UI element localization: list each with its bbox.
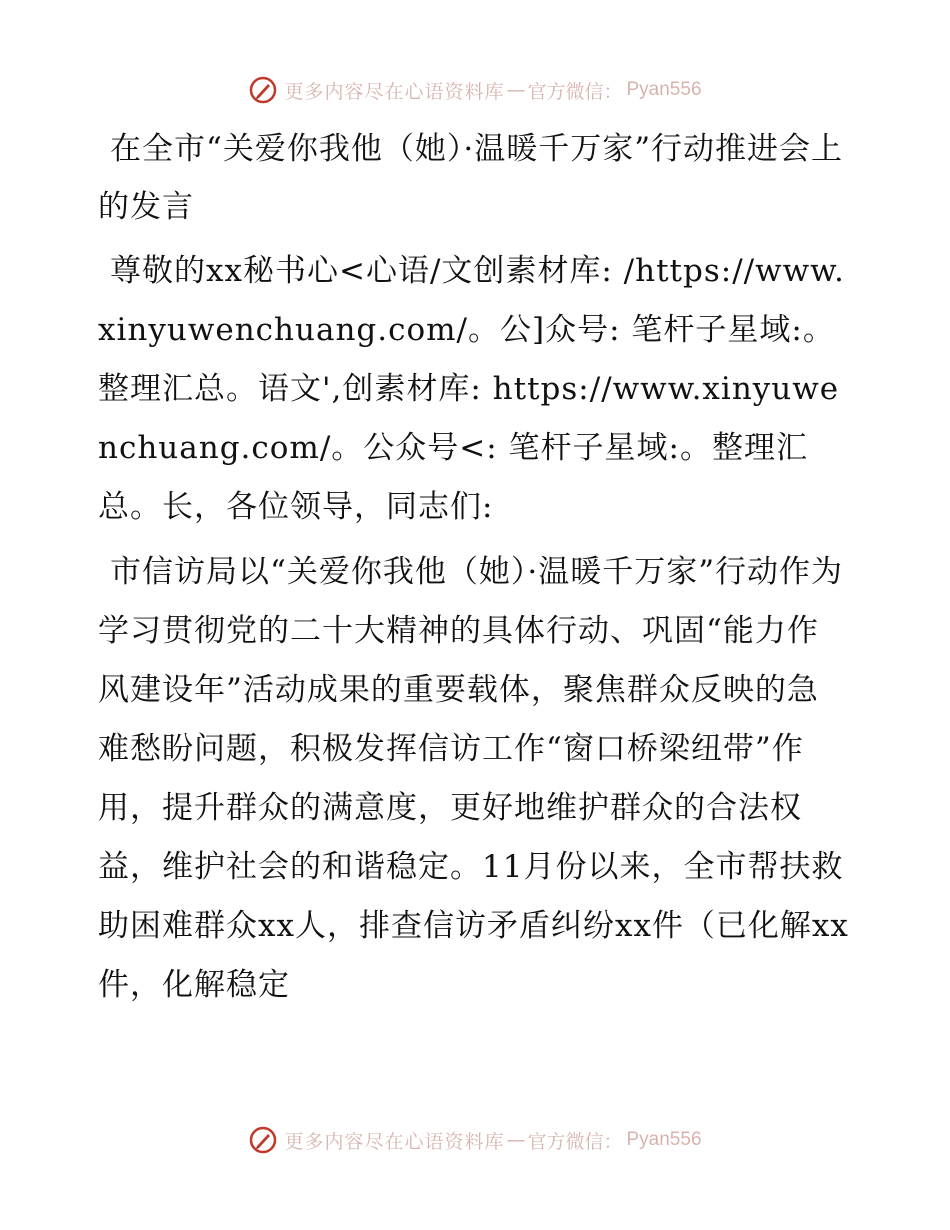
banner-separator: —	[506, 79, 526, 101]
banner-wechat-label: 官方微信：	[527, 1130, 623, 1153]
paragraph-body: 市信访局以“关爱你我他（她）·温暖千万家”行动作为学习贯彻党的二十大精神的具体行动、巩固“能力作风建设年”活动成果的重要载体，聚焦群众反映的急难愁盼问题，积极发挥信访工作“窗口桥梁纽带”作用，提升群众的满意度，更好地维护群众的合法权益，维护社会的和谐稳定。11月份以来，全市帮扶救助困难群众xx人，排查信访矛盾纠纷xx件（已化解xx件，化解稳定	[98, 554, 849, 1003]
pen-logo-icon	[248, 75, 278, 105]
pen-logo-icon	[248, 1125, 278, 1155]
banner-main-text: 更多内容尽在心语资料库	[284, 80, 505, 103]
document-title: 在全市“关爱你我他（她）·温暖千万家”行动推进会上的发言	[98, 131, 844, 225]
banner-wechat-label: 官方微信：	[527, 80, 623, 103]
header-watermark-banner	[0, 72, 950, 108]
banner-wechat-id: Pyan556	[626, 79, 702, 100]
banner-wechat-id: Pyan556	[626, 1129, 702, 1150]
paragraph-salutation: 尊敬的xx秘书心<心语/文创素材库: /https://www.xinyuwenchuang.com/。公]众号: 笔杆子星域:。整理汇总。语文',创素材库: https://www.xinyuwenchuang.com/。公众号<: 笔杆子星域:。整理汇总。长，各位领导，同志们:	[98, 253, 845, 525]
footer-watermark-banner	[0, 1122, 950, 1158]
banner-main-text: 更多内容尽在心语资料库	[284, 1130, 505, 1153]
banner-separator: —	[506, 1129, 526, 1151]
document-body	[98, 120, 850, 1021]
